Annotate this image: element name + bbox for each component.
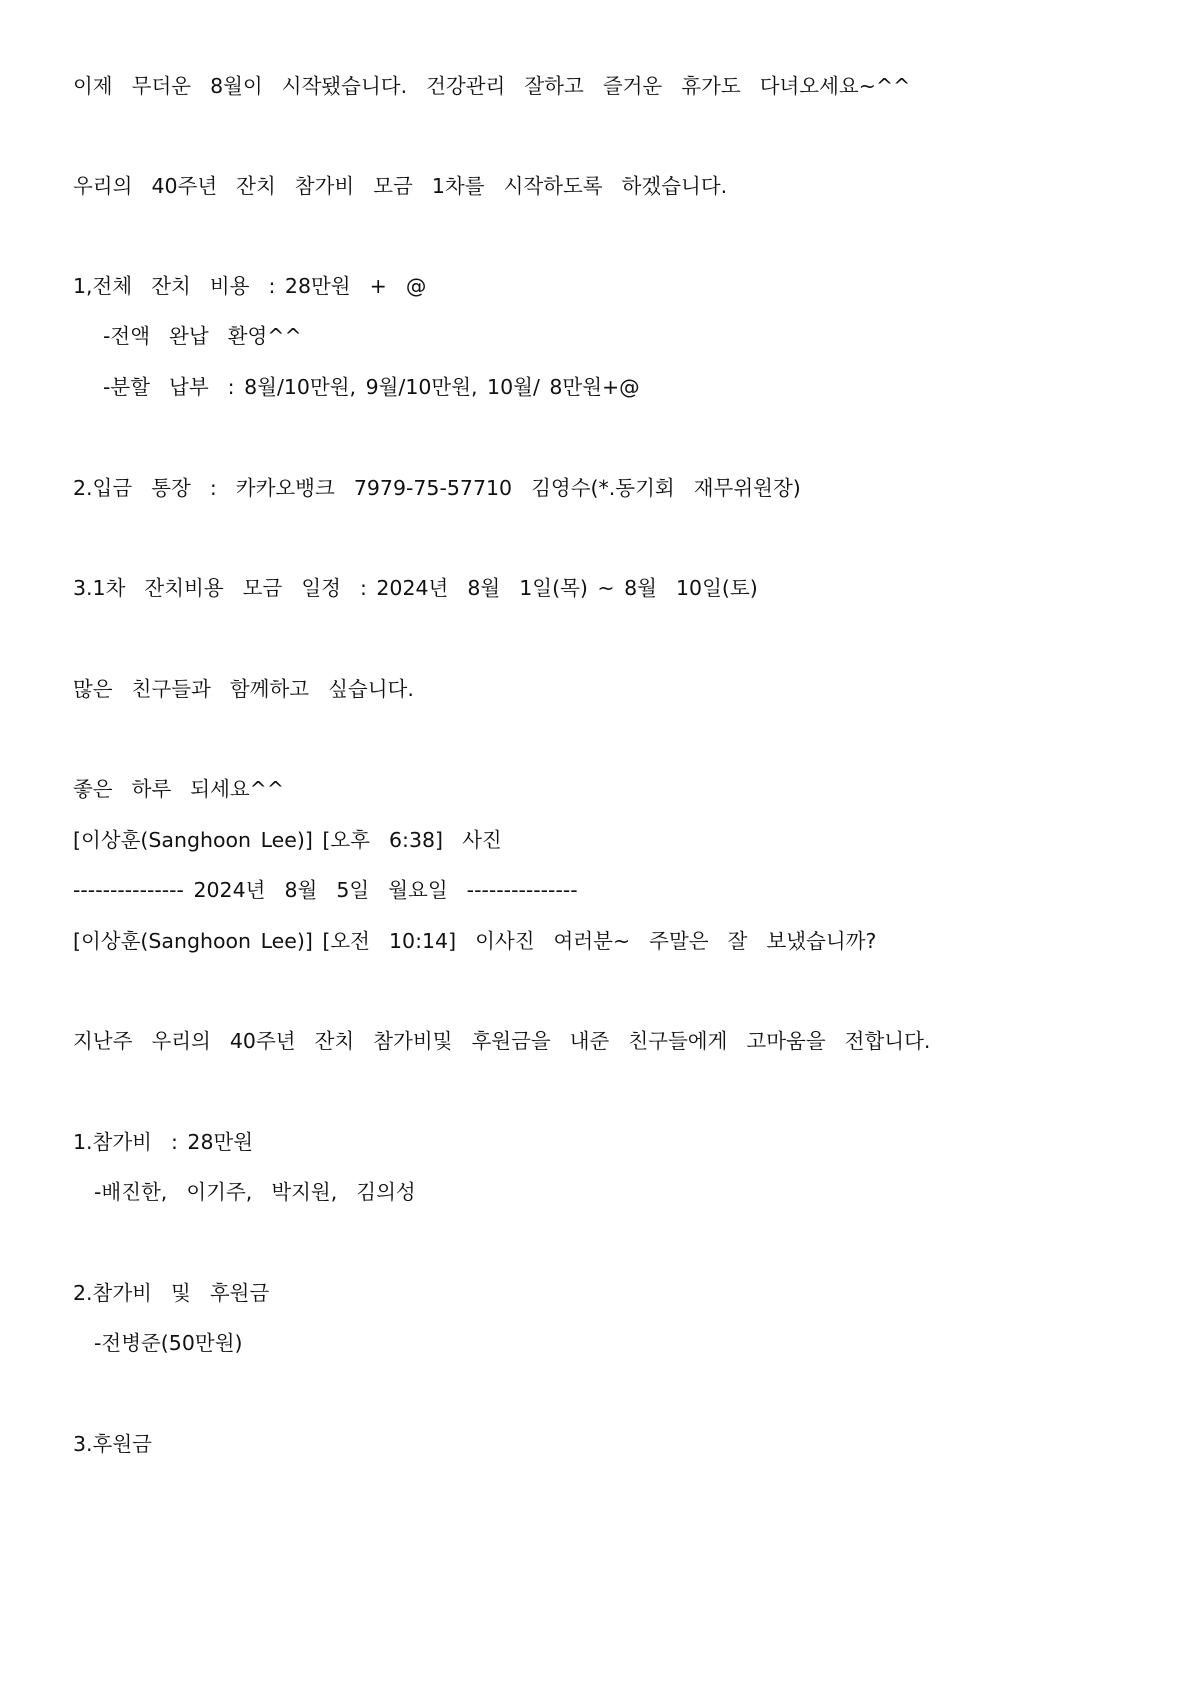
text-line-fee-heading: 1.참가비 : 28만원: [73, 1130, 254, 1154]
text-line-installment: -분할 납부 : 8월/10만원, 9월/10만원, 10월/ 8만원+@: [103, 375, 640, 399]
text-line-fee-donation-names: -전병준(50만원): [94, 1331, 243, 1355]
text-line-thanks: 지난주 우리의 40주년 잔치 참가비및 후원금을 내준 친구들에게 고마움을 전합니다.: [73, 1029, 931, 1053]
text-line-date-separator: --------------- 2024년 8월 5일 월요일 ---------------: [73, 878, 578, 902]
text-line-total-cost: 1,전체 잔치 비용 : 28만원 + @: [73, 274, 427, 298]
text-line-fee-names: -배진한, 이기주, 박지원, 김의성: [94, 1180, 416, 1204]
text-line-good-day: 좋은 하루 되세요^^: [73, 777, 285, 801]
text-line-announcement: 우리의 40주년 잔치 참가비 모금 1차를 시작하도록 하겠습니다.: [73, 174, 728, 198]
text-line-schedule: 3.1차 잔치비용 모금 일정 : 2024년 8월 1일(목) ~ 8월 10일(토): [73, 576, 758, 600]
text-line-bank-account: 2.입금 통장 : 카카오뱅크 7979-75-57710 김영수(*.동기회 재무위원장): [73, 476, 801, 500]
text-line-message-weekend: [이상훈(Sanghoon Lee)] [오전 10:14] 이사진 여러분~ 주말은 잘 보냈습니까?: [73, 929, 877, 953]
text-line-full-payment: -전액 완납 환영^^: [103, 324, 302, 348]
text-line-invitation: 많은 친구들과 함께하고 싶습니다.: [73, 677, 414, 701]
text-line-greeting: 이제 무더운 8월이 시작됐습니다. 건강관리 잘하고 즐거운 휴가도 다녀오세요~^^: [73, 74, 911, 98]
text-line-message-photo: [이상훈(Sanghoon Lee)] [오후 6:38] 사진: [73, 828, 502, 852]
text-line-donation-heading: 3.후원금: [73, 1432, 152, 1456]
text-line-fee-donation-heading: 2.참가비 및 후원금: [73, 1281, 270, 1305]
